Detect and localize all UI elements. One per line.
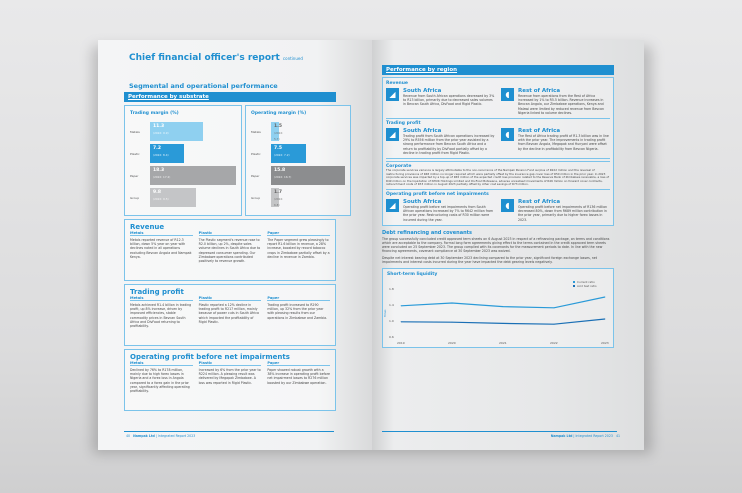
data-point (452, 303, 453, 304)
column-text: Metals reported revenue of R12.3 billion, down 5% year on year with declines noted in all operations excluding Bevcan Angola and Nampak Kenya. (130, 238, 192, 259)
opbni-section (386, 189, 610, 222)
bar-label: Paper (130, 173, 139, 178)
column-heading: Metals (130, 296, 193, 301)
column-text: Declined by 76% to R178 million, mainly due to high forex losses in Nigeria and a forex loss in Angola compared to a forex gain in the prior year, significantly affecting operating profitability. (130, 368, 190, 394)
data-point (401, 305, 402, 306)
bar-prior: (2022: 17.2) (153, 175, 171, 179)
operating-margin-chart (245, 105, 351, 216)
bar-label: Group (130, 195, 140, 200)
section-title: Operating profit before net impairments (130, 353, 290, 361)
bar-label: Metals (130, 129, 140, 134)
bar-prior: (2022: 8.4) (153, 153, 169, 157)
column-text: The Plastic segment's revenue rose to R2.0 billion, up 2%, despite sales volume declines in South Africa due to depressed consumer spending. Our Zimbabwe operations contributed positively to revenue growth. (198, 238, 261, 264)
region-section-title: Revenue (386, 81, 408, 86)
bar (271, 122, 284, 141)
region-band: Performance by region (382, 65, 614, 75)
page-title: Chief financial officer's report continued (129, 53, 303, 63)
liquidity-chart (382, 268, 614, 348)
bar-prior: (2022: 7.2) (274, 153, 290, 157)
bar (271, 166, 345, 185)
bar-label: Metals (251, 129, 261, 134)
bar-prior: (2022: 9.9) (153, 131, 169, 135)
bar-row (130, 166, 236, 185)
bar (150, 188, 196, 207)
chart-title: Operating margin (%) (251, 111, 307, 116)
x-tick-label: 2021 (499, 341, 507, 346)
section-box (124, 349, 336, 411)
legend-label: Acid test ratio (577, 284, 597, 289)
bar-row (130, 122, 236, 141)
substrate-band: Performance by substrate (124, 92, 336, 102)
footer: Nampak Ltd | Integrated Report 2023 41 (550, 434, 620, 438)
column-text: Trading profit increased to R290 million, up 32% from the prior year with pleasing results from our operations in Zimbabwe and Zambia. (267, 303, 328, 320)
column-text: Metals achieved R1.4 billion in trading profit, up 8% increase, driven by improved efficiencies, stable commodity prices in Bevcan South Africa and DivFood returning to profitability. (130, 303, 192, 329)
bar-label: Plastic (130, 151, 140, 156)
y-axis-label: Times (384, 309, 387, 318)
south-africa-map-icon: ◢ (386, 199, 399, 212)
bar-value: 11.3 (153, 124, 165, 129)
bar-row (251, 144, 345, 163)
data-point (554, 307, 555, 308)
region-text: Operating profit before net impairments from South African operations increased by 7% to R642 million from the prior year. Restructuring costs of R30 million were incurred during the year. (403, 205, 494, 222)
x-tick-label: 2019 (397, 341, 405, 346)
column-text: The Paper segment grew pleasingly to report R1.6 billion in revenue, a 28% increase, boosted by record tobacco crops in Zimbabwe partially offset by a decline in revenue in Zambia. (267, 238, 330, 259)
column-heading: Plastic (199, 361, 262, 366)
footer-rule (382, 431, 617, 433)
series-line (401, 297, 605, 308)
region-section (386, 121, 610, 159)
bar-value: 7.5 (274, 146, 282, 151)
chart-title: Trading margin (%) (130, 111, 179, 116)
bar-value: 9.8 (153, 190, 161, 195)
legend-label: Current ratio (577, 280, 595, 285)
bar (150, 166, 236, 185)
bar-row (251, 122, 345, 141)
trading-margin-chart (124, 105, 242, 216)
footer: 40 Nampak Ltd | Integrated Report 2023 (126, 434, 196, 438)
corporate-text: The corporate services variance is largely attributable to the non-recurrence of the Nampak Pension Fund surplus of R222 million and the reversal of restructuring provisions of R48 million no longer required which were partially offset by the insurance gap cover loss of R50 million in the prior year. In 2023 corporate services was impacted by a top-up of R65 million of the expected credit loss provision related to the Reserve Bank of Zimbabwe receivable, a loss of R49 million on the liquidation of NHUK Holdings Limited and DivFood Botswana, adverse unrealised movements of R46 million on forward cover contracts, retrenchment costs of R33 million in August 2023 partially offset by other cost savings of R73 million. (386, 168, 610, 187)
africa-map-icon: ◖ (501, 88, 514, 101)
substrate-panel (124, 92, 336, 411)
region-text: The Rest of Africa trading profit of R1.3 billion was in line with the prior year. The improvements in trading profit from Bevcan Angola, Megapak and Hunyani were offset by the decline in profitability from Bevcan Nigeria. (518, 134, 609, 151)
bar-value: 15.8 (274, 168, 286, 173)
south-africa-map-icon: ◢ (386, 88, 399, 101)
section-box (124, 219, 336, 281)
left-page (98, 40, 372, 450)
data-point (503, 306, 504, 307)
y-tick-label: 1.8 (389, 287, 394, 292)
region-text: Revenue from South African operations decreased by 3% to R13 billion, primarily due to decreased sales volumes in Bevcan South Africa, DivFood and Rigid Plastic. (403, 94, 495, 107)
bar (150, 122, 203, 141)
column-heading: Metals (130, 361, 193, 366)
corporate-section (386, 161, 610, 187)
debt-section (382, 230, 614, 264)
region-text: Trading profit from South African operations increased by 29% to R556 million from the prior year assisted by a strong performance from Bevcan South Africa and a return to profitability by DivFood partially offset by a decline in trading profit from Rigid Plastic. (403, 134, 495, 155)
region-section-title: Trading profit (386, 121, 421, 127)
bar-value: 7.2 (153, 146, 161, 151)
section-heading: Segmental and operational performance (129, 82, 278, 90)
legend-swatch (573, 281, 575, 283)
bar-value: 18.3 (153, 168, 165, 173)
x-tick-label: 2020 (448, 341, 456, 346)
region-text: Operating profit before net impairments of R136 million decreased 80%, down from R689 million contribution in the prior year, primarily due to higher forex losses in 2023. (518, 205, 608, 222)
bar (271, 144, 306, 163)
data-point (452, 322, 453, 323)
bar-prior: (2022: 6.8) (274, 197, 284, 207)
bar-value: 1.5 (274, 124, 282, 129)
column-text: Plastic reported a 12% decline in trading profit to R217 million, mainly because of power cuts in South Africa which impacted the profitability of Rigid Plastic. (198, 303, 259, 324)
data-point (503, 323, 504, 324)
column-text: Paper showed robust growth with a 38% increase in operating profit before net impairment losses to R276 million boosted by our Zimbabwe operation. (267, 368, 330, 385)
corporate-title: Corporate (386, 164, 412, 170)
bar-row (251, 166, 345, 185)
bar-prior: (2022: 9.5) (153, 197, 169, 201)
y-tick-label: 1.4 (389, 303, 394, 308)
region-section (386, 81, 610, 119)
y-tick-label: 1.0 (389, 319, 394, 324)
bar-label: Paper (251, 173, 260, 178)
bar (271, 188, 284, 207)
x-tick-label: 2022 (550, 341, 558, 346)
bar-label: Plastic (251, 151, 261, 156)
section-title: Trading profit (130, 288, 184, 296)
data-point (605, 297, 606, 298)
section-title: Revenue (130, 223, 165, 231)
column-heading: Paper (267, 296, 330, 301)
data-point (605, 319, 606, 320)
chart-title: Short-term liquidity (387, 272, 438, 278)
region-text: Revenue from operations from the Rest of Africa increased by 1% to R5.5 billion. Revenue increases in Bevcan Angola, our Zimbabwe operations, Kenya and Malawi were limited by reduced revenue from Bevcan Nigeria linked to volume declines. (518, 94, 605, 115)
bar-value: 1.7 (274, 190, 282, 195)
data-point (401, 321, 402, 322)
column-heading: Metals (130, 231, 193, 236)
region-name: Rest of Africa (518, 88, 561, 94)
section-box (124, 284, 336, 346)
column-heading: Plastic (199, 231, 262, 236)
region-name: Rest of Africa (518, 128, 561, 135)
south-africa-map-icon: ◢ (386, 128, 399, 141)
region-name: South Africa (403, 88, 442, 94)
region-panel (382, 65, 614, 348)
column-heading: Plastic (199, 296, 262, 301)
bar-row (130, 188, 236, 207)
data-point (554, 324, 555, 325)
legend-swatch (573, 285, 575, 287)
column-text: Increased by 6% from the prior year to R224 million. A pleasing result was delivered by Megapak Zimbabwe. A loss was reported in Rigid Plastic. (198, 368, 261, 385)
debt-title: Debt refinancing and covenants (382, 229, 473, 236)
bar (150, 144, 184, 163)
y-tick-label: 0.6 (389, 335, 394, 340)
debt-text: Despite net interest bearing debt at 30 September 2023 declining compared to the prior year, significant foreign exchange losses, net impairments and interest costs incurred during the year have impacted the debt gearing levels negatively. (382, 255, 597, 264)
region-name: South Africa (403, 199, 442, 205)
bar-row (251, 188, 345, 207)
right-page (372, 40, 644, 450)
bar-prior: (2022: 5.7) (274, 131, 284, 141)
column-heading: Paper (267, 361, 330, 366)
bar-prior: (2022: 16.7) (274, 175, 292, 179)
footer-rule (124, 431, 334, 433)
opbni-title: Operating profit before net impairments (386, 192, 489, 197)
africa-map-icon: ◖ (501, 199, 514, 212)
region-name: Rest of Africa (518, 199, 561, 205)
bar-row (130, 144, 236, 163)
bar-label: Group (251, 195, 261, 200)
africa-map-icon: ◖ (501, 128, 514, 141)
debt-text: The group successfully concluded credit approved term sheets on 6 August 2023 in respect of a refinancing package, on terms and conditions which are acceptable to the company. Formal long form agreements giving effect to the terms contained in the credit approved term sheets were concluded on 25 September 2023. The group complied with its covenants for the measurement periods to date. In line with the new financing agreements, covenant compliance at 30 September 2023 was waived. (382, 236, 610, 254)
region-name: South Africa (403, 128, 442, 135)
x-tick-label: 2023 (601, 341, 609, 346)
column-heading: Paper (267, 231, 330, 236)
